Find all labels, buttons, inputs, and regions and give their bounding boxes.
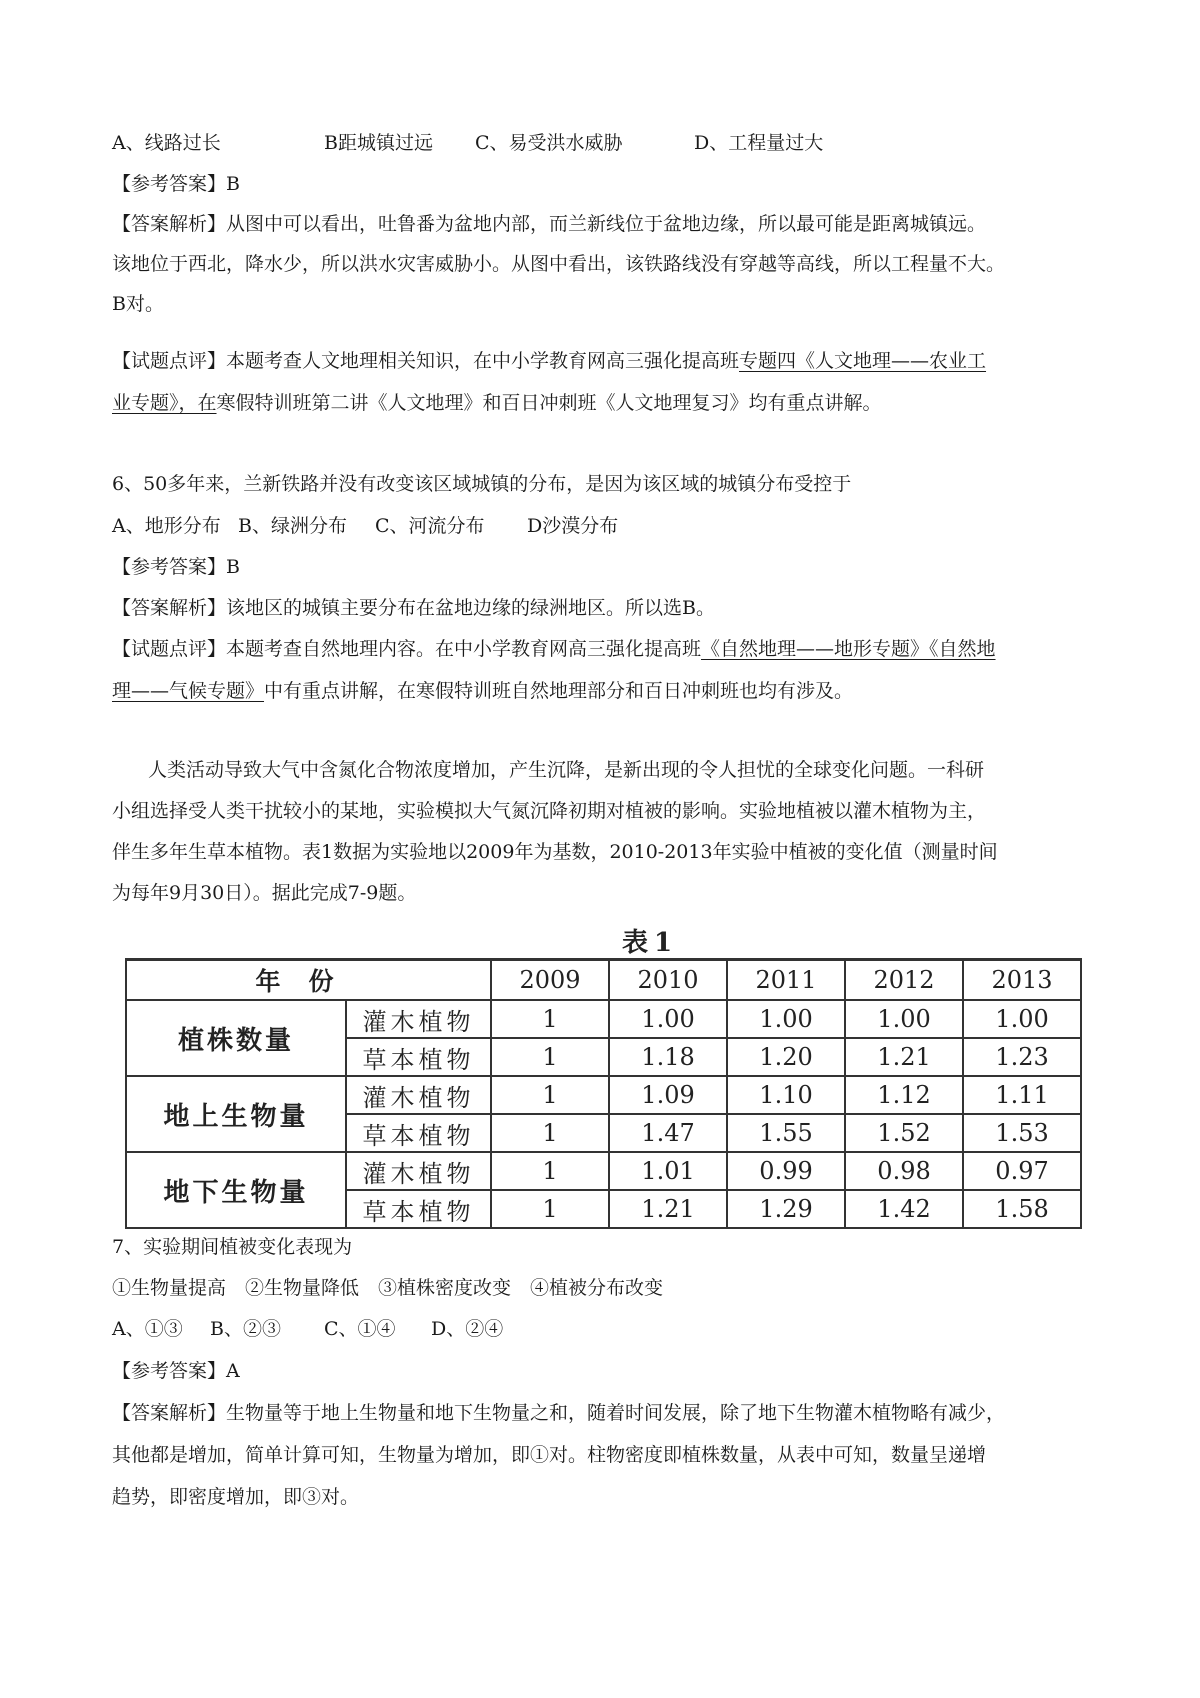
table-year-2013: 2013 — [963, 960, 1081, 1001]
table-cell: 1.52 — [845, 1114, 963, 1152]
table-group-label: 地下生物量 — [126, 1152, 346, 1228]
q6-comment-line-1 — [112, 635, 1102, 663]
table-header-label: 年份 — [126, 960, 491, 1001]
q5-option-d: D、工程量过大 — [694, 132, 824, 154]
q5-analysis-line-3: B对。 — [112, 293, 164, 315]
table-cell: 1.00 — [727, 1000, 845, 1038]
table-cell: 1.11 — [963, 1076, 1081, 1114]
passage-line-4: 为每年9月30日）。据此完成7-9题。 — [112, 882, 417, 904]
table-cell: 1.42 — [845, 1190, 963, 1228]
table-row — [126, 1152, 1081, 1190]
table-year-2011: 2011 — [727, 960, 845, 1001]
table-cell: 1.00 — [963, 1000, 1081, 1038]
table-year-2010: 2010 — [609, 960, 727, 1001]
table-cell: 1.01 — [609, 1152, 727, 1190]
q6-option-d: D沙漠分布 — [527, 515, 619, 537]
q7-option-b: B、②③ — [210, 1318, 281, 1340]
q5-analysis-line-2: 该地位于西北，降水少，所以洪水灾害威胁小。从图中看出，该铁路线没有穿越等高线，所以工程量不大。 — [112, 253, 1006, 275]
q5-option-a: A、线路过长 — [112, 132, 221, 154]
q7-analysis-line-1: 【答案解析】生物量等于地上生物量和地下生物量之和，随着时间发展，除了地下生物灌木植物略有减少， — [112, 1402, 1006, 1424]
table-cell: 1.10 — [727, 1076, 845, 1114]
q7-option-d: D、②④ — [431, 1318, 504, 1340]
table-cell: 1.00 — [845, 1000, 963, 1038]
table-cell: 1.12 — [845, 1076, 963, 1114]
table-cell: 1.20 — [727, 1038, 845, 1076]
table-cell: 1.18 — [609, 1038, 727, 1076]
table-cell: 1.55 — [727, 1114, 845, 1152]
table-cell: 1 — [491, 1076, 609, 1114]
q7-analysis-line-2: 其他都是增加，简单计算可知，生物量为增加，即①对。柱物密度即植株数量，从表中可知，数量呈递增 — [112, 1444, 987, 1466]
table-row-label: 灌木植物 — [346, 1000, 491, 1038]
table-cell: 1.00 — [609, 1000, 727, 1038]
q7-analysis-line-3: 趋势，即密度增加，即③对。 — [112, 1486, 360, 1508]
table-group-label: 地上生物量 — [126, 1076, 346, 1152]
table-cell: 0.99 — [727, 1152, 845, 1190]
passage-line-2: 小组选择受人类干扰较小的某地，实验模拟大气氮沉降初期对植被的影响。实验地植被以灌木植物为主， — [112, 800, 987, 822]
table-row — [126, 1076, 1081, 1114]
table-cell: 1.53 — [963, 1114, 1081, 1152]
table-row-label: 草本植物 — [346, 1190, 491, 1228]
q6-answer: 【参考答案】B — [112, 556, 240, 578]
q6-option-b: B、绿洲分布 — [238, 515, 347, 537]
table-title: 表1 — [621, 928, 679, 958]
q5-analysis-line-1: 【答案解析】从图中可以看出，吐鲁番为盆地内部，而兰新线位于盆地边缘，所以最可能是距离城镇远。 — [112, 213, 987, 235]
table-group-label: 植株数量 — [126, 1000, 346, 1076]
table-cell: 1 — [491, 1114, 609, 1152]
q7-option-a: A、①③ — [112, 1318, 183, 1340]
table-cell: 1.09 — [609, 1076, 727, 1114]
table-row-label: 草本植物 — [346, 1038, 491, 1076]
q6-option-c: C、河流分布 — [375, 515, 485, 537]
table-cell: 1 — [491, 1190, 609, 1228]
q7-statements: ①生物量提高 ②生物量降低 ③植株密度改变 ④植被分布改变 — [112, 1277, 664, 1299]
passage-line-3: 伴生多年生草本植物。表1数据为实验地以2009年为基数，2010-2013年实验中植被的变化值（测量时间 — [112, 841, 998, 863]
q5-option-c: C、易受洪水威胁 — [475, 132, 623, 154]
table-row-label: 灌木植物 — [346, 1076, 491, 1114]
q6-course-link[interactable]: 《自然地理——地形专题》《自然地 — [701, 638, 996, 660]
q5-option-b: B距城镇过远 — [324, 132, 433, 154]
table-cell: 1.58 — [963, 1190, 1081, 1228]
q5-course-link[interactable]: 专题四《人文地理——农业工 — [739, 350, 987, 372]
q7-question: 7、实验期间植被变化表现为 — [112, 1236, 353, 1258]
q6-comment-text: 【试题点评】本题考查自然地理内容。在中小学教育网高三强化提高班 — [112, 638, 702, 660]
table-cell: 1.47 — [609, 1114, 727, 1152]
q5-comment-line-2 — [112, 389, 1102, 417]
table-row-label: 灌木植物 — [346, 1152, 491, 1190]
q5-comment-line-1 — [112, 347, 1102, 375]
table-cell: 1 — [491, 1038, 609, 1076]
table-cell: 1.23 — [963, 1038, 1081, 1076]
table-year-2009: 2009 — [491, 960, 609, 1001]
q7-answer: 【参考答案】A — [112, 1360, 240, 1382]
table-year-2012: 2012 — [845, 960, 963, 1001]
q6-course-link-cont[interactable]: 理——气候专题》 — [112, 680, 265, 702]
table-cell: 1.21 — [845, 1038, 963, 1076]
q6-comment-text-cont: 中有重点讲解，在寒假特训班自然地理部分和百日冲刺班也均有涉及。 — [264, 680, 854, 702]
table-header-row — [126, 960, 1081, 1001]
q5-comment-text: 【试题点评】本题考查人文地理相关知识，在中小学教育网高三强化提高班 — [112, 350, 740, 372]
table-cell: 1.29 — [727, 1190, 845, 1228]
q5-answer: 【参考答案】B — [112, 173, 240, 195]
q5-comment-text-cont: 寒假特训班第二讲《人文地理》和百日冲刺班《人文地理复习》均有重点讲解。 — [216, 392, 882, 414]
data-table — [125, 958, 1082, 1229]
passage-line-1: 人类活动导致大气中含氮化合物浓度增加，产生沉降，是新出现的令人担忧的全球变化问题。一科研 — [148, 759, 985, 781]
table-cell: 1 — [491, 1152, 609, 1190]
table-cell: 1.21 — [609, 1190, 727, 1228]
table-row — [126, 1000, 1081, 1038]
q6-option-a: A、地形分布 — [112, 515, 221, 537]
q6-question: 6、50多年来，兰新铁路并没有改变该区域城镇的分布，是因为该区域的城镇分布受控于 — [112, 473, 852, 495]
table-cell: 0.98 — [845, 1152, 963, 1190]
table-row-label: 草本植物 — [346, 1114, 491, 1152]
table-cell: 0.97 — [963, 1152, 1081, 1190]
q7-option-c: C、①④ — [324, 1318, 396, 1340]
q6-analysis: 【答案解析】该地区的城镇主要分布在盆地边缘的绿洲地区。所以选B。 — [112, 597, 715, 619]
q6-comment-line-2 — [112, 677, 1102, 705]
q5-course-link-cont[interactable]: 业专题》，在 — [112, 392, 217, 414]
table-cell: 1 — [491, 1000, 609, 1038]
